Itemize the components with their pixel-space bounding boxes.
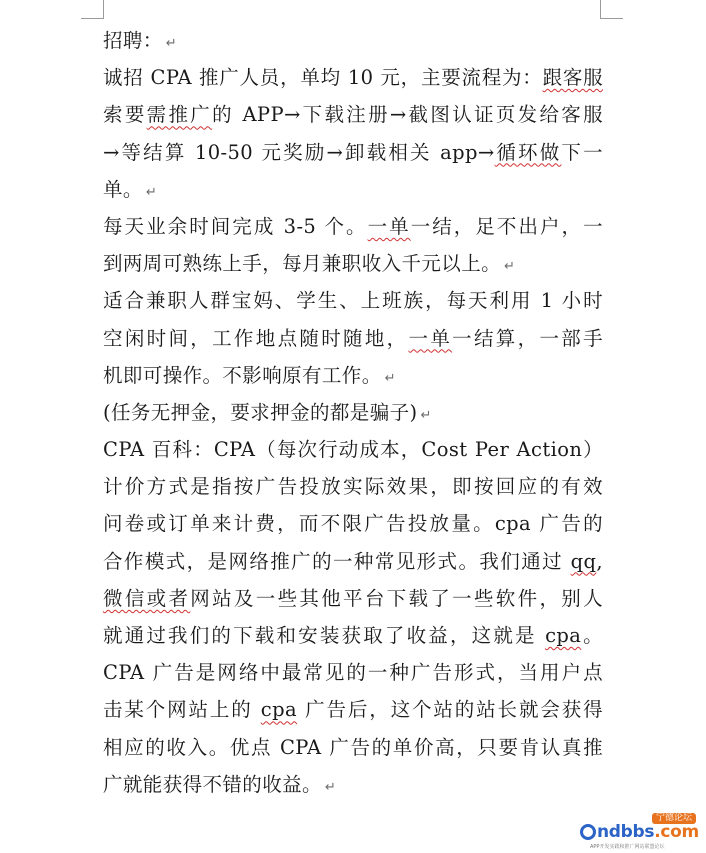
text-run: 空闲时间，工作地点随时随地， [103, 326, 409, 350]
text-line [103, 691, 603, 728]
text-line [103, 245, 603, 282]
text-line [103, 320, 603, 357]
spellcheck-underlined-text: 微信或者 [103, 586, 191, 610]
text-run: 一结算，一部手 [452, 326, 603, 350]
text-run: →等结算 10-50 元奖励→卸载相关 app→ [103, 140, 495, 164]
text-run: 诚招 CPA 推广人员，单均 10 元，主要流程为： [103, 66, 543, 90]
text-run: 机即可操作。不影响原有工作。 [103, 363, 382, 387]
text-run: (任务无押金，要求押金的都是骗子) [103, 400, 418, 424]
text-line [103, 729, 603, 766]
text-run: 每天业余时间完成 3-5 个。 [103, 214, 368, 238]
paragraph-mark: ↵ [504, 259, 515, 275]
text-line [103, 134, 603, 171]
spellcheck-underlined-text: cpa [545, 624, 582, 647]
text-line [103, 766, 603, 803]
watermark-tagline: APP开发实践和推广网站联盟论坛 [590, 844, 665, 850]
watermark-badge: 宁德论坛 [652, 813, 696, 824]
spellcheck-underlined-text: 跟客服 [542, 66, 603, 90]
text-run: , [596, 549, 603, 573]
text-line [103, 96, 603, 133]
text-line [103, 208, 603, 245]
text-run: 一结，足不出户，一 [410, 214, 603, 238]
text-line [103, 431, 603, 468]
text-run: 的 APP→下载注册→截图认证页发给客服 [212, 103, 603, 127]
text-line [103, 282, 603, 319]
text-line [103, 580, 603, 617]
page-corner-mark-top-right [600, 0, 623, 19]
paragraph-mark: ↵ [165, 36, 177, 51]
document-body[interactable] [103, 22, 603, 803]
paragraph-mark: ↵ [420, 407, 432, 423]
text-run: 击某个网站上的 [103, 698, 261, 722]
text-run: 网站及一些其他平台下载了一些软件，别人 [190, 586, 603, 610]
site-watermark [580, 813, 700, 849]
text-line [103, 59, 603, 96]
paragraph-mark: ↵ [384, 370, 396, 386]
spellcheck-underlined-text: qq [570, 549, 597, 573]
watermark-logo [597, 822, 699, 842]
text-run: 到两周可熟练上手，每月兼职收入千元以上。 [103, 252, 502, 276]
text-line [103, 505, 603, 542]
text-run: 下一 [561, 140, 603, 164]
page-corner-mark-top-left [81, 0, 104, 19]
text-run: 广就能获得不错的收益。 [103, 772, 322, 796]
text-line [103, 171, 603, 208]
spellcheck-underlined-text: 循环做 [494, 140, 562, 164]
text-run: 单。 [103, 177, 143, 201]
magnifier-logo-icon [580, 824, 596, 840]
text-line [103, 468, 603, 505]
body-lines [103, 59, 603, 803]
paragraph-mark: ↵ [324, 779, 336, 795]
spellcheck-underlined-text: 需推广 [146, 103, 213, 127]
text-run: 适合兼职人群宝妈、学生、上班族，每天利用 1 小时 [103, 289, 603, 313]
text-run: 计价方式是指按广告投放实际效果，即按回应的有效 [103, 475, 603, 499]
spellcheck-underlined-text: cpa [260, 698, 298, 722]
text-run: 。 [581, 624, 603, 647]
text-line [103, 394, 603, 431]
text-run: 广告后，这个站的站长就会获得 [297, 698, 603, 722]
paragraph-mark: ↵ [145, 184, 157, 200]
text-run: 就通过我们的下载和安装获取了收益，这就是 [103, 624, 546, 647]
heading-line [103, 22, 603, 59]
watermark-logo-main: ndbbs [597, 822, 655, 842]
heading: 招聘： [103, 29, 163, 52]
text-run: 索要 [103, 103, 147, 127]
text-line [103, 654, 603, 691]
text-run: 问卷或订单来计费，而不限广告投放量。cpa 广告的 [103, 512, 603, 536]
text-run: 合作模式，是网络推广的一种常见形式。我们通过 [103, 549, 571, 573]
spellcheck-underlined-text: 一单 [367, 214, 411, 238]
text-run: CPA 百科：CPA（每次行动成本，Cost Per Action） [103, 438, 603, 462]
watermark-logo-tld: .com [654, 822, 699, 842]
text-run: 相应的收入。优点 CPA 广告的单价高，只要肯认真推 [103, 735, 603, 759]
text-line [103, 617, 603, 654]
spellcheck-underlined-text: 一单 [408, 326, 453, 350]
text-line [103, 543, 603, 580]
text-run: CPA 广告是网络中最常见的一种广告形式，当用户点 [103, 661, 603, 685]
text-line [103, 357, 603, 394]
